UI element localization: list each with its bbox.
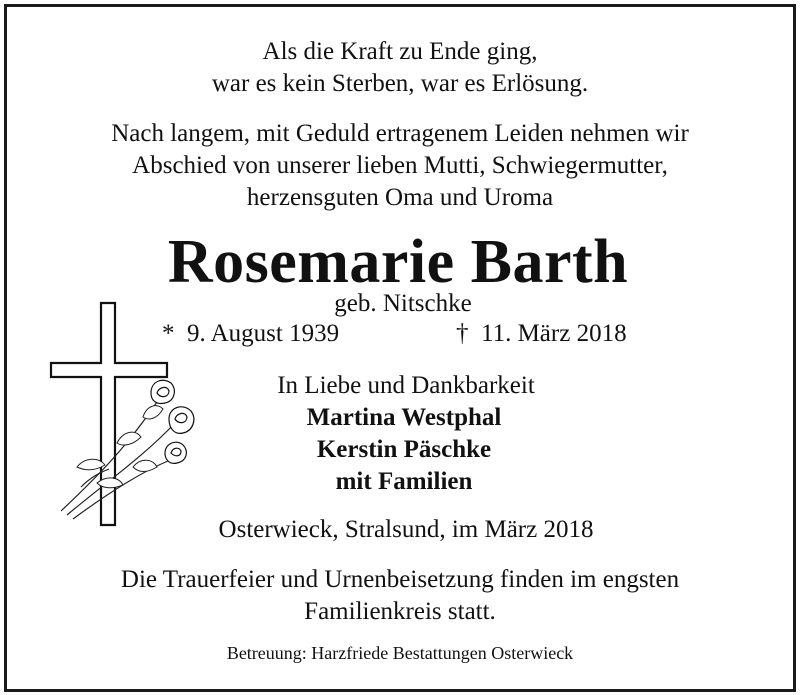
deceased-name: Rosemarie Barth xyxy=(167,228,629,296)
verse-line-1: Als die Kraft zu Ende ging, xyxy=(262,38,538,65)
obituary-notice xyxy=(4,4,796,692)
intro-line-3: herzensguten Oma und Uroma xyxy=(246,184,554,211)
mourners-intro: In Liebe und Dankbarkeit xyxy=(277,372,535,399)
mourner-name-2: Kerstin Päschke xyxy=(316,436,492,463)
ceremony-line-1: Die Trauerfeier und Urnenbeisetzung finden im engsten xyxy=(120,566,680,593)
death-date: 11. März 2018 xyxy=(481,320,627,347)
maiden-name: geb. Nitschke xyxy=(334,290,472,317)
mourner-name-3: mit Familien xyxy=(335,468,473,495)
intro-line-2: Abschied von unserer lieben Mutti, Schwiegermutter, xyxy=(132,152,668,179)
intro-line-1: Nach langem, mit Geduld ertragenem Leiden nehmen wir xyxy=(111,120,689,147)
mourner-name-1: Martina Westphal xyxy=(306,404,502,431)
death-symbol: † xyxy=(456,320,469,347)
ceremony-line-2: Familienkreis statt. xyxy=(304,598,496,625)
funeral-home-credit: Betreuung: Harzfriede Bestattungen Osterwieck xyxy=(226,643,574,663)
birth-symbol: * xyxy=(162,320,175,347)
death-date-line xyxy=(456,319,627,349)
birth-date: 9. August 1939 xyxy=(187,320,340,347)
place-date: Osterwieck, Stralsund, im März 2018 xyxy=(218,516,594,543)
verse-line-2: war es kein Sterben, war es Erlösung. xyxy=(211,70,589,97)
